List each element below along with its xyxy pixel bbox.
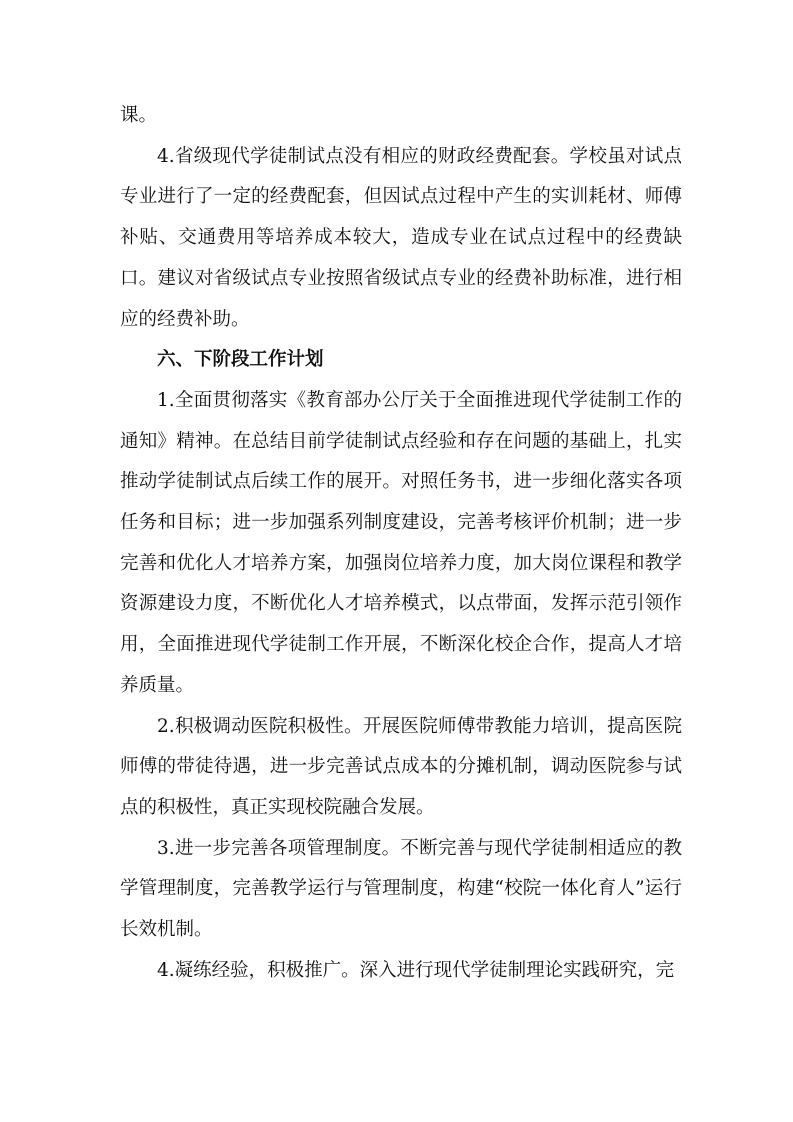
paragraph-continuation: 课。 — [120, 105, 158, 126]
document-body — [120, 96, 682, 991]
paragraph-plan-4: 4.凝练经验，积极推广。深入进行现代学徒制理论实践研究，完 — [157, 959, 675, 981]
paragraph-plan-2: 2.积极调动医院积极性。开展医院师傅带教能力培训，提高医院师傅的带徒待遇，进一步完善试点成本的分摊机制，调动医院参与试点的积极性，真正实现校院融合发展。 — [120, 715, 682, 818]
paragraph-plan-3: 3.进一步完善各项管理制度。不断完善与现代学徒制相适应的教学管理制度，完善教学运行与管理制度，构建“校院一体化育人”运行长效机制。 — [120, 837, 682, 941]
paragraph-funding-issue: 4.省级现代学徒制试点没有相应的财政经费配套。学校虽对试点专业进行了一定的经费配套，但因试点过程中产生的实训耗材、师傅补贴、交通费用等培养成本较大，造成专业在试点过程中的经费缺口。建议对省级试点专业按照省级试点专业的经费补助标准，进行相应的经费补助。 — [120, 145, 682, 330]
paragraph-plan-1: 1.全面贯彻落实《教育部办公厅关于全面推进现代学徒制工作的通知》精神。在总结目前学徒制试点经验和存在问题的基础上，扎实推动学徒制试点后续工作的展开。对照任务书，进一步细化落实各项任务和目标；进一步加强系列制度建设，完善考核评价机制；进一步完善和优化人才培养方案，加强岗位培养力度，加大岗位课程和教学资源建设力度，不断优化人才培养模式，以点带面，发挥示范引领作用，全面推进现代学徒制工作开展，不断深化校企合作，提高人才培养质量。 — [120, 389, 682, 696]
section-heading-next-plan: 六、下阶段工作计划 — [157, 349, 324, 371]
